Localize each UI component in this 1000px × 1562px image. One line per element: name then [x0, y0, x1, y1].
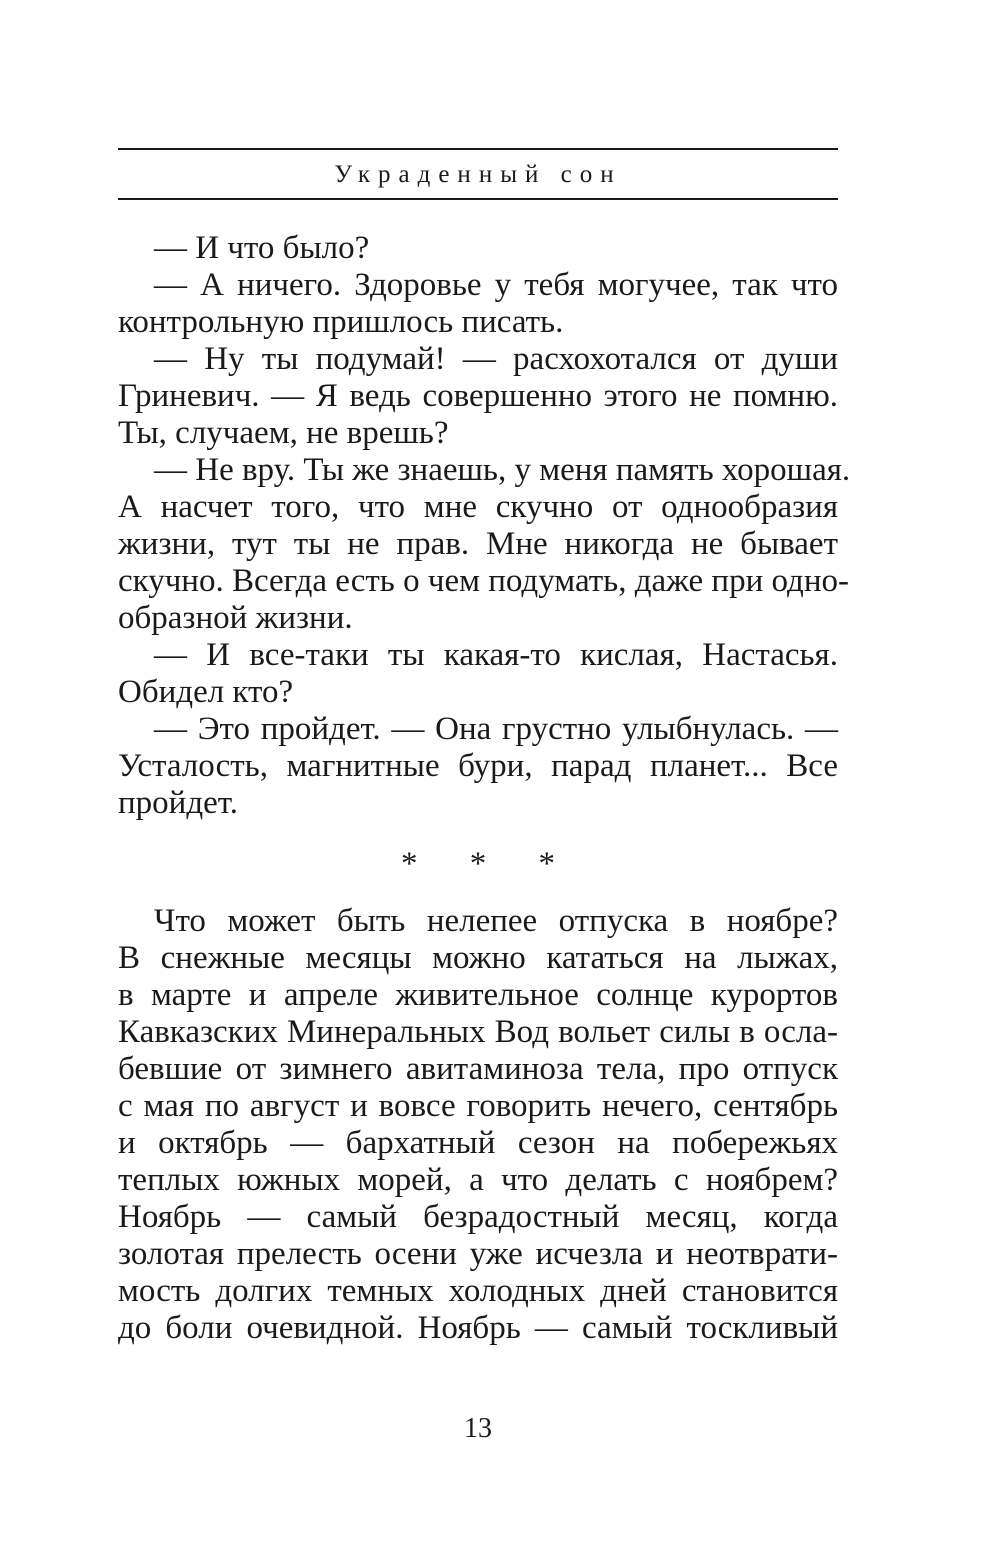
text-line: контрольную пришлось писать.: [118, 304, 564, 340]
text-line: — И что было?: [154, 230, 370, 266]
text-line: Ноябрь — самый безрадостный месяц, когда: [118, 1199, 838, 1235]
text-line: — И все-таки ты какая-то кислая, Настасья.: [154, 637, 838, 673]
header-top-rule: [118, 148, 838, 150]
text-line: Ты, случаем, не врешь?: [118, 415, 449, 451]
text-line: до боли очевидной. Ноябрь — самый тоскливый: [118, 1310, 838, 1346]
section-gap: [118, 822, 838, 846]
text-line: — Ну ты подумай! — расхохотался от души: [154, 341, 838, 377]
text-line: с мая по август и вовсе говорить нечего, сентябрь: [118, 1088, 838, 1124]
text-line: — А ничего. Здоровье у тебя могучее, так что: [154, 267, 838, 303]
section-break-asterisks: * * *: [401, 846, 577, 882]
text-line: — Это пройдет. — Она грустно улыбнулась. —: [154, 711, 838, 747]
text-line: — Не вру. Ты же знаешь, у меня память хорошая.: [154, 452, 851, 488]
running-title: Украденный сон: [334, 161, 622, 188]
text-line: мость долгих темных холодных дней становится: [118, 1273, 838, 1309]
text-line: Гриневич. — Я ведь совершенно этого не помню.: [118, 378, 838, 414]
text-line: Что может быть нелепее отпуска в ноябре?: [154, 903, 838, 939]
text-line: пройдет.: [118, 785, 238, 821]
text-line: образной жизни.: [118, 600, 353, 636]
text-line: в марте и апреле живительное солнце курортов: [118, 977, 838, 1013]
text-line: Кавказских Минеральных Вод вольет силы в осла-: [118, 1014, 838, 1050]
text-line: бевшие от зимнего авитаминоза тела, про отпуск: [118, 1051, 838, 1087]
text-line: В снежные месяцы можно кататься на лыжах,: [118, 940, 838, 976]
section-gap: [118, 883, 838, 903]
text-line: теплых южных морей, а что делать с ноябрем?: [118, 1162, 838, 1198]
text-line: золотая прелесть осени уже исчезла и неотврати-: [118, 1236, 838, 1272]
text-line: Обидел кто?: [118, 674, 294, 710]
text-line: и октябрь — бархатный сезон на побережьях: [118, 1125, 838, 1161]
text-line: скучно. Всегда есть о чем подумать, даже при одно-: [118, 563, 849, 599]
text-line: А насчет того, что мне скучно от однообразия: [118, 489, 838, 525]
page-number: 13: [464, 1413, 492, 1444]
text-line: жизни, тут ты не прав. Мне никогда не бывает: [118, 526, 838, 562]
text-line: Усталость, магнитные бури, парад планет... Все: [118, 748, 838, 784]
header-bottom-rule: [118, 198, 838, 200]
body-text: [118, 230, 851, 1347]
